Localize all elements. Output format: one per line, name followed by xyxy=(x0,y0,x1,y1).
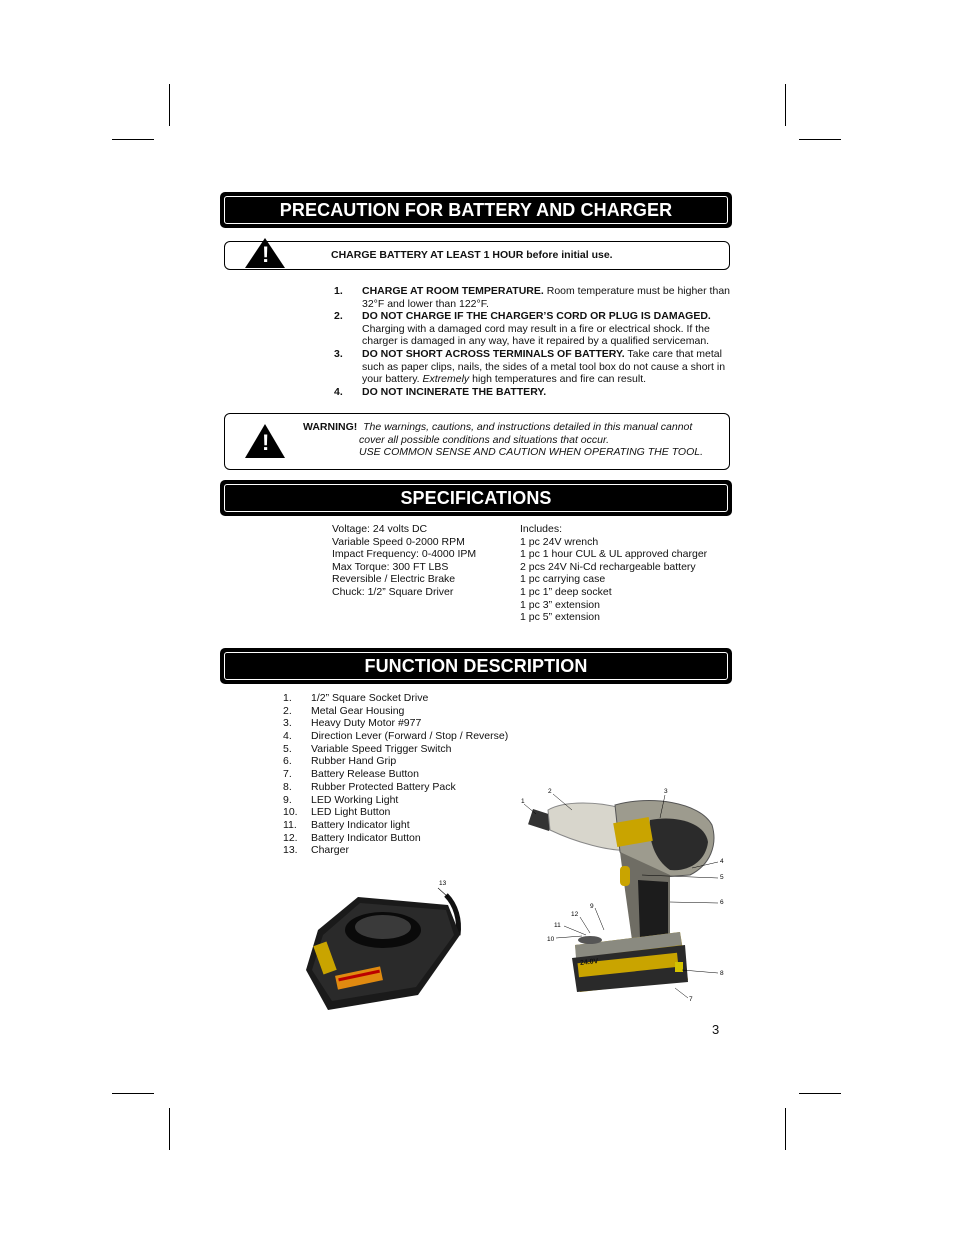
item-number: 12. xyxy=(283,831,298,844)
specifications-title: SPECIFICATIONS xyxy=(400,487,552,508)
item-text: Direction Lever (Forward / Stop / Reverse) xyxy=(311,730,509,743)
callout-label: 13 xyxy=(439,880,447,887)
list-item xyxy=(283,743,543,756)
spec-item: Variable Speed 0-2000 RPM xyxy=(332,535,465,548)
item-text: Variable Speed Trigger Switch xyxy=(311,742,452,755)
item-text: Rubber Hand Grip xyxy=(311,755,397,768)
item-number: 2. xyxy=(334,310,343,323)
callout-label: 5 xyxy=(720,874,724,881)
specifications-banner xyxy=(221,481,731,515)
item-text: Battery Indicator light xyxy=(311,818,410,831)
warning-label: WARNING! xyxy=(303,421,358,433)
includes-label: Includes: xyxy=(520,523,563,535)
item-text: LED Light Button xyxy=(311,806,391,819)
item-number: 4. xyxy=(283,730,292,743)
item-number: 1. xyxy=(334,285,343,297)
list-item xyxy=(283,730,543,743)
includes-item: 1 pc 1” deep socket xyxy=(520,585,612,598)
battery-voltage-label: 24.0V xyxy=(579,958,599,967)
callout-label: 1 xyxy=(521,798,525,805)
list-item xyxy=(283,768,543,781)
warning-triangle-icon: ! xyxy=(245,238,285,268)
callout-label: 6 xyxy=(720,899,724,906)
charge-notice-text: CHARGE BATTERY AT LEAST 1 HOUR before initial use. xyxy=(331,249,613,261)
callout-label: 11 xyxy=(554,922,561,929)
list-item xyxy=(283,755,543,768)
item-text: 1/2” Square Socket Drive xyxy=(311,692,429,704)
spec-item: Impact Frequency: 0-4000 IPM xyxy=(332,548,477,561)
item-heading: CHARGE AT ROOM TEMPERATURE. xyxy=(362,285,544,297)
warning-line: cover all possible conditions and situations that occur. xyxy=(359,433,610,446)
item-number: 7. xyxy=(283,768,292,781)
function-banner xyxy=(221,649,731,683)
item-heading: DO NOT SHORT ACROSS TERMINALS OF BATTERY. xyxy=(362,347,625,360)
item-number: 3. xyxy=(283,717,292,730)
crop-mark xyxy=(112,1093,154,1094)
list-item xyxy=(283,832,543,845)
spec-item: Chuck: 1/2” Square Driver xyxy=(332,585,454,598)
item-text: Heavy Duty Motor #977 xyxy=(311,717,422,730)
callout-label: 4 xyxy=(720,858,724,865)
precaution-title: PRECAUTION FOR BATTERY AND CHARGER xyxy=(279,199,673,220)
precaution-banner xyxy=(221,193,731,227)
spec-item: Reversible / Electric Brake xyxy=(332,573,456,586)
item-number: 2. xyxy=(283,704,292,717)
item-number: 5. xyxy=(283,742,292,755)
includes-item: 1 pc 1 hour CUL & UL approved charger xyxy=(520,548,708,561)
item-body: Charging with a damaged cord may result in a fire or electrical shock. If the charger is damaged in any way, have it repaired by a qualified serviceman. xyxy=(362,322,710,348)
crop-mark xyxy=(785,84,786,126)
callout-label: 7 xyxy=(689,996,693,1003)
item-emphasis: Extremely xyxy=(422,373,470,386)
item-number: 8. xyxy=(283,780,292,793)
list-item xyxy=(334,285,734,310)
page-number: 3 xyxy=(712,1022,720,1037)
precaution-list xyxy=(334,285,734,398)
item-text: Battery Indicator Button xyxy=(311,831,421,844)
item-text: Battery Release Button xyxy=(311,768,419,781)
item-body: Room temperature must be higher than 32°F and lower than 122°F. xyxy=(362,285,730,310)
list-item xyxy=(334,386,734,399)
list-item xyxy=(283,806,543,819)
function-title: FUNCTION DESCRIPTION xyxy=(364,655,588,676)
item-number: 3. xyxy=(334,347,343,360)
warning-line: USE COMMON SENSE AND CAUTION WHEN OPERATING THE TOOL. xyxy=(359,446,704,459)
item-number: 11. xyxy=(283,818,297,831)
item-text: LED Working Light xyxy=(311,793,399,806)
list-item xyxy=(283,819,543,832)
list-item xyxy=(334,348,734,386)
crop-mark xyxy=(799,139,841,140)
list-item xyxy=(283,781,543,794)
includes-item: 2 pcs 24V Ni-Cd rechargeable battery xyxy=(520,560,696,573)
spec-item: Voltage: 24 volts DC xyxy=(332,523,428,535)
item-text: Metal Gear Housing xyxy=(311,704,405,717)
callout-label: 3 xyxy=(664,788,668,795)
item-number: 13. xyxy=(283,844,298,857)
item-body: Take care that metal such as paper clips, nails, the sides of a metal tool box do not cause a short in your battery. xyxy=(362,347,726,386)
function-list xyxy=(283,692,543,857)
item-text: Charger xyxy=(311,844,349,857)
list-item xyxy=(334,310,734,348)
list-item xyxy=(283,705,543,718)
item-heading: DO NOT INCINERATE THE BATTERY. xyxy=(362,385,547,398)
item-text: Rubber Protected Battery Pack xyxy=(311,780,456,793)
crop-mark xyxy=(112,139,154,140)
warning-text xyxy=(303,421,723,459)
item-number: 1. xyxy=(283,692,292,704)
includes-item: 1 pc 5” extension xyxy=(520,611,600,624)
spec-list xyxy=(332,523,476,599)
impact-wrench-illustration xyxy=(520,780,730,1010)
item-body: high temperatures and fire can result. xyxy=(469,373,647,386)
callout-label: 8 xyxy=(720,970,724,977)
includes-item: 1 pc carrying case xyxy=(520,573,606,586)
spec-item: Max Torque: 300 FT LBS xyxy=(332,560,449,573)
callout-label: 12 xyxy=(571,911,579,918)
callout-label: 10 xyxy=(547,936,555,943)
list-item xyxy=(283,717,543,730)
crop-mark xyxy=(169,84,170,126)
includes-item: 1 pc 3” extension xyxy=(520,598,600,611)
item-heading: DO NOT CHARGE IF THE CHARGER’S CORD OR PLUG IS DAMAGED. xyxy=(362,310,711,323)
item-number: 4. xyxy=(334,385,343,398)
crop-mark xyxy=(785,1108,786,1150)
item-number: 10. xyxy=(283,806,298,819)
charge-notice-box xyxy=(224,241,730,270)
includes-list xyxy=(520,523,707,624)
crop-mark xyxy=(799,1093,841,1094)
warning-box xyxy=(224,413,730,470)
list-item xyxy=(283,692,543,705)
callout-label: 2 xyxy=(548,788,552,795)
warning-triangle-icon: ! xyxy=(245,424,285,458)
charger-illustration xyxy=(298,875,478,1020)
item-number: 9. xyxy=(283,793,292,806)
list-item xyxy=(283,844,543,857)
crop-mark xyxy=(169,1108,170,1150)
warning-line: The warnings, cautions, and instructions detailed in this manual cannot xyxy=(363,421,693,433)
callout-label: 9 xyxy=(590,903,594,910)
item-number: 6. xyxy=(283,755,292,768)
includes-item: 1 pc 24V wrench xyxy=(520,535,599,548)
list-item xyxy=(283,794,543,807)
